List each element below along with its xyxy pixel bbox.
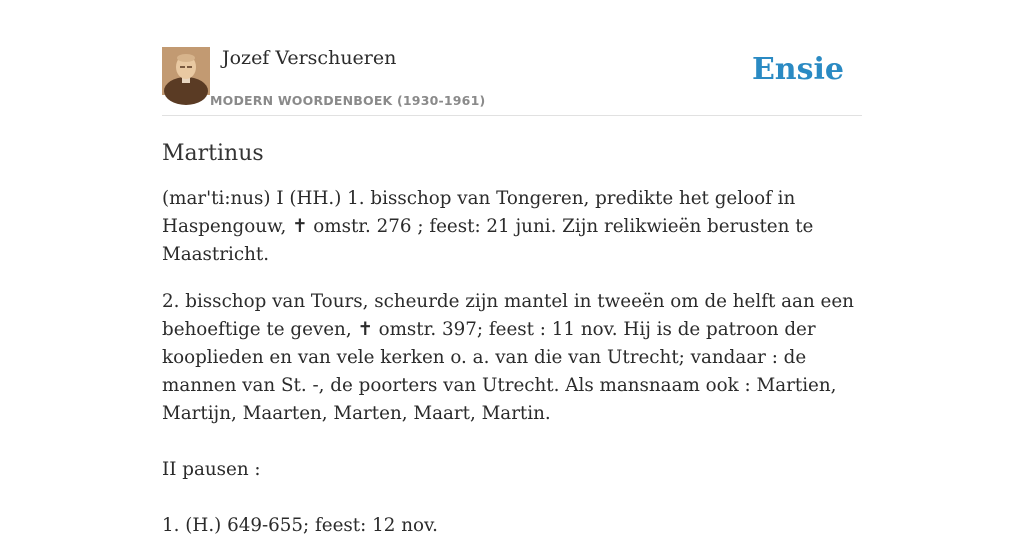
brand-logo[interactable]: Ensie [751,52,844,87]
author-name[interactable]: Jozef Verschueren [222,47,397,69]
entry-paragraph: II pausen : [162,459,261,480]
header [162,40,862,116]
author-avatar[interactable] [162,47,210,95]
entry-paragraph: 1. (H.) 649-655; feest: 12 nov. [162,515,438,536]
entry-paragraph: (mar'ti:nus) I (HH.) 1. bisschop van Tongeren, predikte het geloof in Haspengouw, ✝ omstr. 276 ; feest: 21 juni. Zijn relikwieën berusten te Maastricht. [162,188,814,265]
entry-paragraph: 2. bisschop van Tours, scheurde zijn mantel in tweeën om de helft aan een behoeftige te geven, ✝ omstr. 397; feest : 11 nov. Hij is de patroon der kooplieden en van vele kerken o. a. van die van Utrecht; vandaar : de mannen van St. -, de poorters van Utrecht. Als mansnaam ook : Martien, Martijn, Maarten, Marten, Maart, Martin. [162,291,854,424]
source-label[interactable]: MODERN WOORDENBOEK (1930-1961) [210,93,486,108]
author-portrait-icon [162,47,210,95]
entry-title: Martinus [162,141,264,166]
entry-content [162,137,867,559]
